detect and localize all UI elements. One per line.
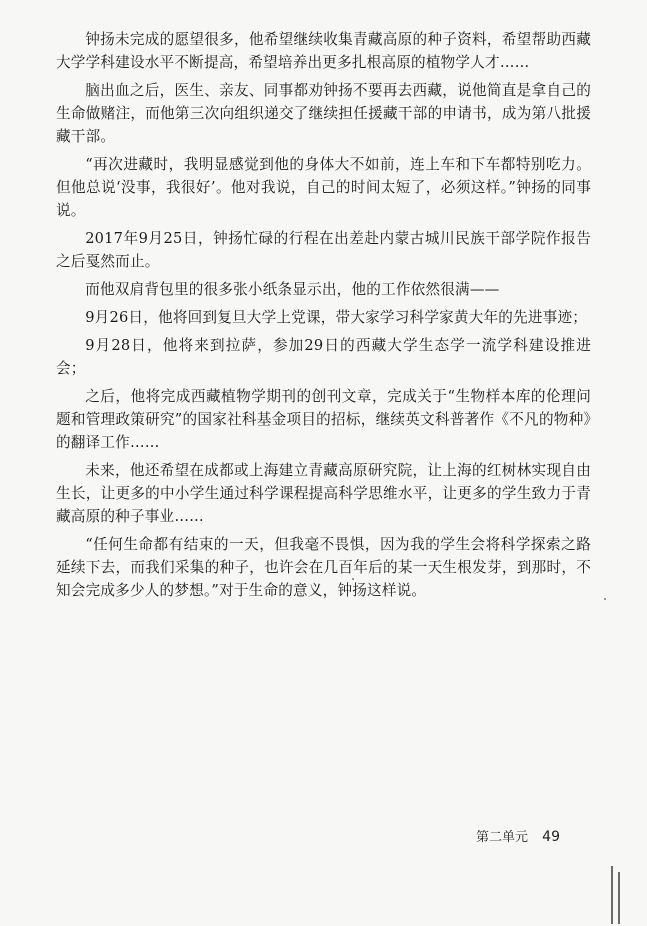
- unit-label: 第二单元: [476, 830, 529, 845]
- paragraph-4: 2017年9月25日，钟扬忙碌的行程在出差赴内蒙古城川民族干部学院作报告之后戛然而止。: [56, 230, 591, 270]
- paragraph-1: 钟扬未完成的愿望很多，他希望继续收集青藏高原的种子资料，希望帮助西藏大学学科建设水平不断提高，希望培养出更多扎根高原的植物学人才……: [56, 31, 591, 71]
- paragraph-9: 未来，他还希望在成都或上海建立青藏高原研究院，让上海的红树林实现自由生长，让更多的中小学生通过科学课程提高科学思维水平，让更多的学生致力于青藏高原的种子事业……: [56, 462, 591, 525]
- scan-artifact-dot: [352, 578, 354, 580]
- paragraph-2: 脑出血之后，医生、亲友、同事都劝钟扬不要再去西藏，说他简直是拿自己的生命做赌注，而他第三次向组织递交了继续担任援藏干部的申请书，成为第八批援藏干部。: [56, 82, 591, 145]
- article-body: [56, 28, 591, 607]
- paragraph-6: 9月26日，他将回到复旦大学上党课，带大家学习科学家黄大年的先进事迹；: [85, 309, 588, 326]
- scan-artifact-mark: [618, 872, 620, 924]
- paragraph-5: 而他双肩背包里的很多张小纸条显示出，他的工作依然很满——: [85, 281, 500, 298]
- page-footer: [476, 826, 560, 845]
- page-number: 49: [542, 829, 560, 845]
- paragraph-7: 9月28日，他将来到拉萨，参加29日的西藏大学生态学一流学科建设推进会；: [56, 337, 591, 377]
- paragraph-10: “任何生命都有结束的一天，但我毫不畏惧，因为我的学生会将科学探索之路延续下去，而我们采集的种子，也许会在几百年后的某一天生根发芽，到那时，不知会完成多少人的梦想。”对于生命的意义，钟扬这样说。: [56, 536, 591, 599]
- scan-artifact-mark: [611, 866, 613, 924]
- paragraph-8: 之后，他将完成西藏植物学期刊的创刊文章，完成关于“生物样本库的伦理问题和管理政策研究”的国家社科基金项目的招标，继续英文科普著作《不凡的物种》的翻译工作……: [56, 388, 591, 451]
- paragraph-3: “再次进藏时，我明显感觉到他的身体大不如前，连上车和下车都特别吃力。但他总说‘没事，我很好’。他对我说，自己的时间太短了，必须这样。”钟扬的同事说。: [56, 156, 591, 219]
- scan-artifact-dot: [604, 598, 606, 600]
